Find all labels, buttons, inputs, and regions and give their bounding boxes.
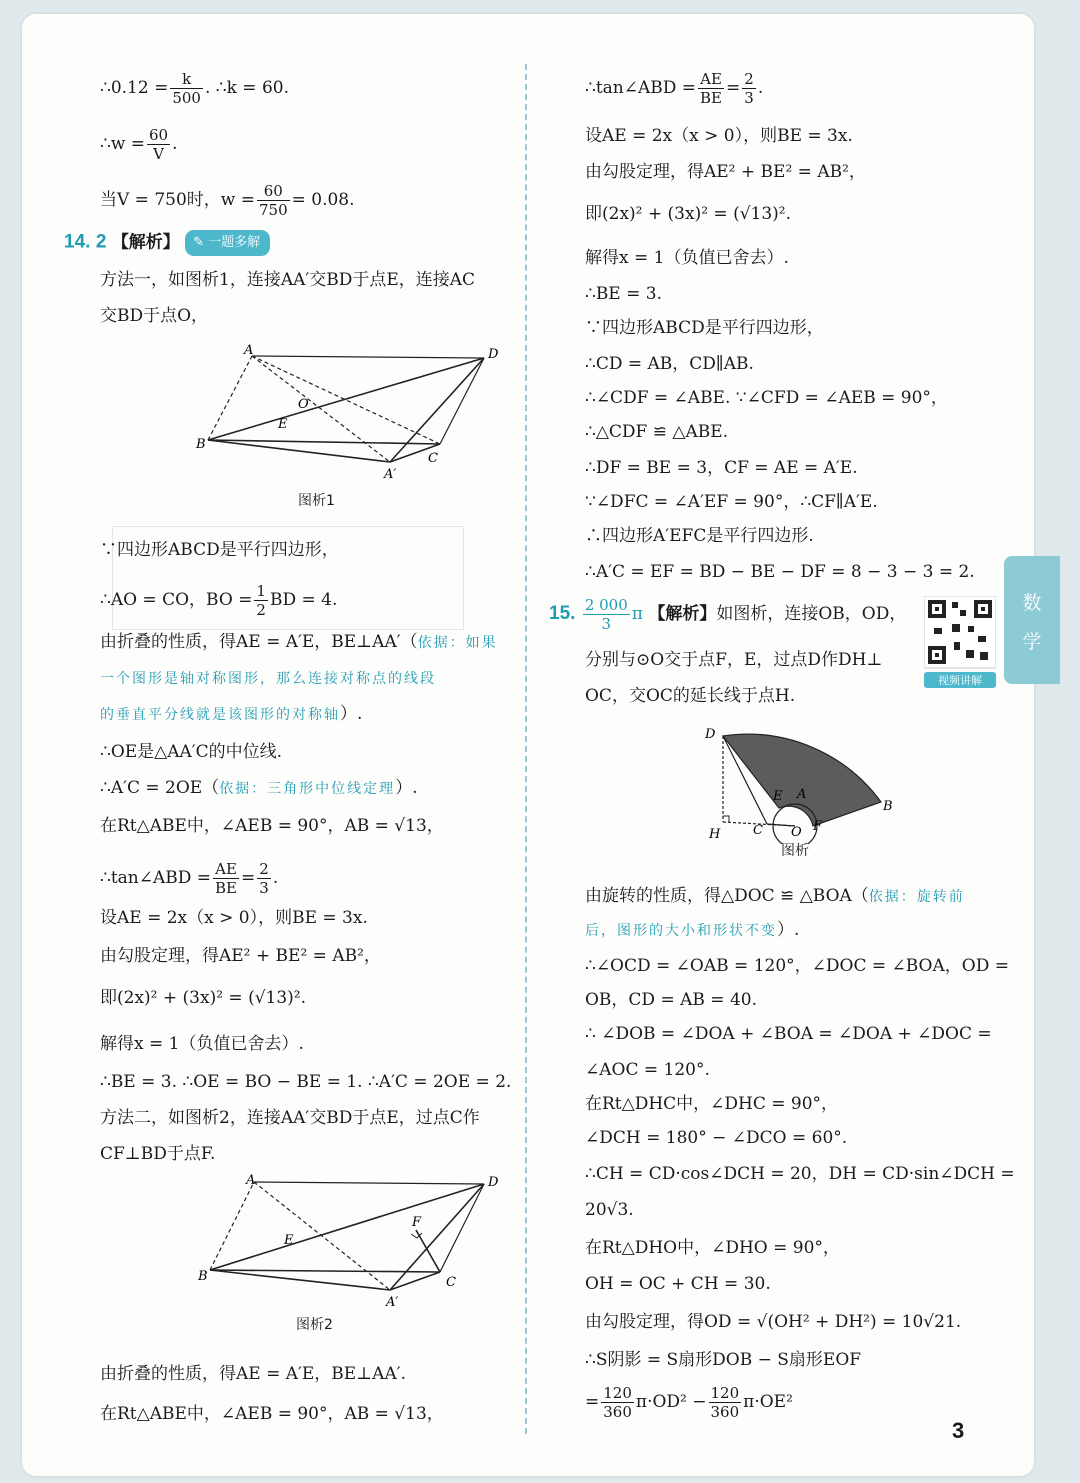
label-E: E <box>773 789 783 804</box>
line: 由折叠的性质，得AE = A′E，BE⊥AA′（依据：如果 <box>100 632 498 652</box>
subject-tab[interactable] <box>1004 556 1060 684</box>
line: 方法一，如图析1，连接AA′交BD于点E，连接AC <box>100 270 476 290</box>
label-C: C <box>446 1275 456 1290</box>
figure-1-caption: 图析1 <box>298 493 335 509</box>
label-D: D <box>488 1175 499 1190</box>
line: 由勾股定理，得AE² + BE² = AB²， <box>585 162 866 182</box>
line: 解得x = 1（负值已舍去）. <box>585 248 789 268</box>
line: 当V = 750时，w = $\frac{60}{750}$ = 0.08. <box>100 182 355 219</box>
question-14-header: 14. 2 【解析】 ✎ 一题多解 <box>64 230 270 256</box>
line: = $\frac{120}{360}$ π·OD² − $\frac{120}{360}$ π·OE² <box>585 1384 793 1421</box>
line: ∠DCH = 180° − ∠DCO = 60°. <box>585 1128 848 1148</box>
line: ∠AOC = 120°. <box>585 1060 710 1080</box>
figure-3 <box>695 724 895 844</box>
label-A: A <box>244 344 254 358</box>
line: 的垂直平分线就是该图形的对称轴）. <box>100 704 363 724</box>
label-C: C <box>753 823 763 838</box>
line: ∵∠DFC = ∠A′EF = 90°，∴CF∥A′E. <box>585 492 878 512</box>
label-O: O <box>298 397 309 412</box>
line: 即(2x)² + (3x)² = (√13)². <box>585 204 792 224</box>
line: 在Rt△DHO中，∠DHO = 90°， <box>585 1238 840 1258</box>
fraction: $\frac{2}{3}$ <box>744 70 754 107</box>
line: 20√3. <box>585 1200 634 1220</box>
fraction: $\frac{k}{500}$ <box>172 70 201 107</box>
figure-2 <box>194 1174 514 1309</box>
line: 设AE = 2x（x > 0），则BE = 3x. <box>100 908 368 928</box>
page <box>22 14 1034 1476</box>
label-C: C <box>428 451 438 466</box>
figure-1 <box>194 344 514 479</box>
line: 交BD于点O， <box>100 306 209 326</box>
line: ∴ ∠DOB = ∠DOA + ∠BOA = ∠DOA + ∠DOC = <box>585 1024 992 1044</box>
label-E: E <box>278 417 288 432</box>
pencil-icon: ✎ <box>193 235 205 250</box>
label-A-prime: A′ <box>386 1295 399 1309</box>
line: 即(2x)² + (3x)² = (√13)². <box>100 988 307 1008</box>
line: 在Rt△ABE中，∠AEB = 90°，AB = √13， <box>100 1404 444 1424</box>
line: ∴∠OCD = ∠OAB = 120°，∠DOC = ∠BOA，OD = <box>585 956 1009 976</box>
line: ∴DF = BE = 3，CF = AE = A′E. <box>585 458 858 478</box>
line: 在Rt△ABE中，∠AEB = 90°，AB = √13， <box>100 816 444 836</box>
line: OC，交OC的延长线于点H. <box>585 686 796 706</box>
fraction: $\frac{60}{750}$ <box>258 182 288 219</box>
subject-tab-label: 学 <box>1022 631 1042 653</box>
line: 由勾股定理，得AE² + BE² = AB²， <box>100 946 381 966</box>
label-A: A <box>246 1174 256 1188</box>
line: CF⊥BD于点F. <box>100 1144 216 1164</box>
label-F: F <box>412 1215 422 1230</box>
line: 由旋转的性质，得△DOC ≌ △BOA（依据：旋转前 <box>585 886 965 906</box>
label-F: F <box>813 819 823 834</box>
line: 解得x = 1（负值已舍去）. <box>100 1034 304 1054</box>
line: ∴四边形A′EFC是平行四边形. <box>585 526 814 546</box>
fraction: $\frac{2}{3}$ <box>259 860 269 897</box>
line: ∴CH = CD·cos∠DCH = 20，DH = CD·sin∠DCH = <box>585 1164 1015 1184</box>
line: ∴OE是△AA′C的中位线. <box>100 742 283 762</box>
line: OH = OC + CH = 30. <box>585 1274 771 1294</box>
line: 后，图形的大小和形状不变）. <box>585 920 800 940</box>
qr-label: 视频讲解 <box>924 672 996 688</box>
fraction: $\frac{AE}{BE}$ <box>215 860 238 897</box>
qr-code-icon <box>924 596 996 676</box>
label-D: D <box>705 727 716 742</box>
fraction: $\frac{AE}{BE}$ <box>700 70 723 107</box>
line: ∴w = $\frac{60}{V}$ . <box>100 126 178 163</box>
line: ∴tan∠ABD = $\frac{AE}{BE}$ = $\frac{2}{3}$ . <box>585 70 764 107</box>
line: ∴△CDF ≌ △ABE. <box>585 422 729 442</box>
fraction: $\frac{1}{2}$ <box>256 582 266 619</box>
fraction: $\frac{60}{V}$ <box>149 126 169 163</box>
line: 由勾股定理，得OD = √(OH² + DH²) = 10√21. <box>585 1312 962 1332</box>
figure-3-caption: 图析 <box>781 843 809 859</box>
line: 一个图形是轴对称图形，那么连接对称点的线段 <box>100 671 436 687</box>
line: ∴A′C = EF = BD − BE − DF = 8 − 3 − 3 = 2. <box>585 562 975 582</box>
column-divider <box>525 64 527 1434</box>
label-B: B <box>883 799 893 814</box>
fraction: $\frac{120}{360}$ <box>710 1384 740 1421</box>
multi-solution-badge: ✎ 一题多解 <box>185 230 270 256</box>
line: 分别与⊙O交于点F，E，过点D作DH⊥ <box>585 650 883 670</box>
line: ∴CD = AB，CD∥AB. <box>585 354 754 374</box>
line: ∴BE = 3. ∴OE = BO − BE = 1. ∴A′C = 2OE = 2. <box>100 1072 512 1092</box>
subject-tab-label: 数 <box>1022 592 1042 614</box>
label-H: H <box>709 827 721 842</box>
label-A-prime: A′ <box>384 467 397 479</box>
label-O: O <box>791 825 802 840</box>
line: ∴A′C = 2OE（依据：三角形中位线定理）. <box>100 778 418 798</box>
line: 设AE = 2x（x > 0），则BE = 3x. <box>585 126 853 146</box>
answer-fraction: $\frac{2 000}{3}$ <box>584 596 628 633</box>
line: OB，CD = AB = 40. <box>585 990 757 1010</box>
line: ∴0.12 = $\frac{k}{500}$ . ∴k = 60. <box>100 70 289 107</box>
line: ∴AO = CO，BO = $\frac{1}{2}$ BD = 4. <box>100 582 338 619</box>
label-D: D <box>488 347 499 362</box>
figure-2-caption: 图析2 <box>296 1317 333 1333</box>
line: 在Rt△DHC中，∠DHC = 90°， <box>585 1094 839 1114</box>
line: ∴BE = 3. <box>585 284 662 304</box>
line: ∵四边形ABCD是平行四边形， <box>100 540 339 560</box>
line: ∴S阴影 = S扇形DOB − S扇形EOF <box>585 1350 862 1370</box>
page-number: 3 <box>952 1418 965 1443</box>
fraction: $\frac{120}{360}$ <box>603 1384 632 1421</box>
label-E: E <box>284 1233 294 1248</box>
label-A: A <box>797 787 807 802</box>
line: 由折叠的性质，得AE = A′E，BE⊥AA′. <box>100 1364 406 1384</box>
line: ∴tan∠ABD = $\frac{AE}{BE}$ = $\frac{2}{3}$ . <box>100 860 279 897</box>
line: ∵四边形ABCD是平行四边形， <box>585 318 824 338</box>
qr-code[interactable] <box>924 596 996 694</box>
label-B: B <box>198 1269 208 1284</box>
line: ∴∠CDF = ∠ABE. ∵∠CFD = ∠AEB = 90°， <box>585 388 948 408</box>
label-B: B <box>196 437 206 452</box>
line: 方法二，如图析2，连接AA′交BD于点E，过点C作 <box>100 1108 480 1128</box>
question-15-header: 15. $\frac{2 000}{3}$ π 【解析】如图析，连接OB，OD， <box>549 596 907 633</box>
